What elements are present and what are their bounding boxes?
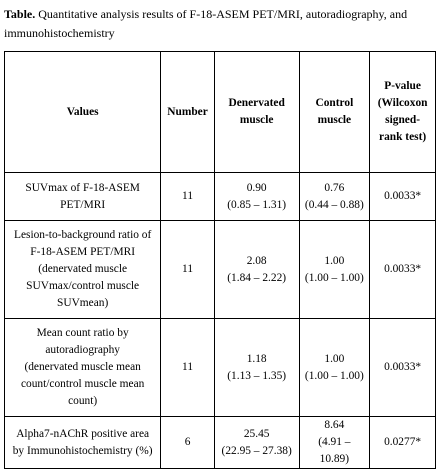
row-number: 11 <box>161 319 215 417</box>
row-label: Mean count ratio by autoradiography (denervated muscle mean count/control muscle mean count) <box>5 319 161 417</box>
row-denervated: 25.45 (22.95 – 27.38) <box>214 417 299 469</box>
row-denervated: 2.08 (1.84 – 2.22) <box>214 221 299 319</box>
row-label: Lesion-to-background ratio of F-18-ASEM PET/MRI (denervated muscle SUVmax/control muscle SUVmean) <box>5 221 161 319</box>
header-pvalue: P-value (Wilcoxon signed- rank test) <box>370 52 436 173</box>
table-row <box>5 417 436 469</box>
header-denervated: Denervated muscle <box>214 52 299 173</box>
row-pvalue: 0.0277* <box>370 417 436 469</box>
table-row <box>5 319 436 417</box>
row-number: 11 <box>161 221 215 319</box>
caption-label: Table. <box>4 7 36 21</box>
header-control: Control muscle <box>299 52 370 173</box>
row-pvalue: 0.0033* <box>370 173 436 221</box>
header-row <box>5 52 436 173</box>
row-control: 8.64 (4.91 – 10.89) <box>299 417 370 469</box>
table-row <box>5 173 436 221</box>
row-pvalue: 0.0033* <box>370 319 436 417</box>
row-control: 1.00 (1.00 – 1.00) <box>299 221 370 319</box>
header-values: Values <box>5 52 161 173</box>
results-table <box>4 51 436 469</box>
table-caption <box>4 5 434 43</box>
row-label: Alpha7-nAChR positive area by Immunohistochemistry (%) <box>5 417 161 469</box>
row-denervated: 1.18 (1.13 – 1.35) <box>214 319 299 417</box>
row-denervated: 0.90 (0.85 – 1.31) <box>214 173 299 221</box>
caption-text: Quantitative analysis results of F-18-ASEM PET/MRI, autoradiography, and immunohistochemistry <box>4 7 408 40</box>
row-label: SUVmax of F-18-ASEM PET/MRI <box>5 173 161 221</box>
row-control: 1.00 (1.00 – 1.00) <box>299 319 370 417</box>
row-number: 11 <box>161 173 215 221</box>
row-control: 0.76 (0.44 – 0.88) <box>299 173 370 221</box>
row-pvalue: 0.0033* <box>370 221 436 319</box>
row-number: 6 <box>161 417 215 469</box>
table-row <box>5 221 436 319</box>
header-number: Number <box>161 52 215 173</box>
